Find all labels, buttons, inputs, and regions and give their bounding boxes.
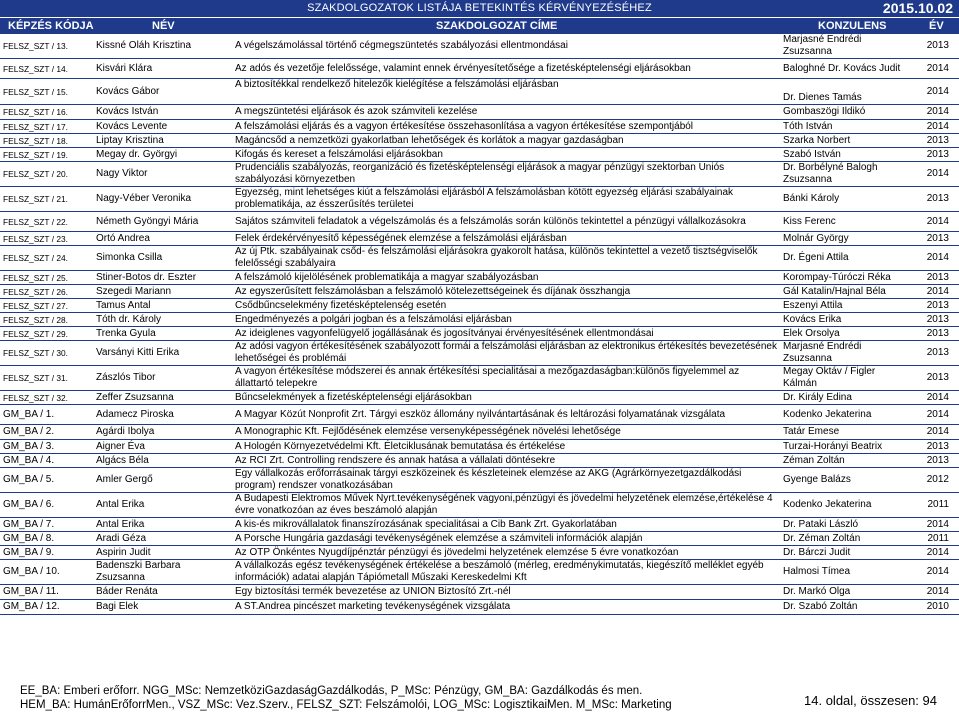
table-row [0, 148, 959, 162]
row-code: GM_BA / 10. [0, 560, 93, 585]
row-year: 2014 [912, 162, 959, 187]
row-advisor: Eszenyi Attila [780, 299, 912, 313]
table-row [0, 454, 959, 468]
row-name: Algács Béla [93, 454, 232, 468]
table-row [0, 546, 959, 560]
row-name: Megay dr. Györgyi [93, 148, 232, 162]
row-code: GM_BA / 8. [0, 532, 93, 546]
row-code: FELSZ_SZT / 22. [0, 212, 93, 232]
row-name: Trenka Gyula [93, 327, 232, 341]
table-row [0, 299, 959, 313]
row-title: Az egyszerűsített felszámolásban a felszámoló kötelezettségeinek és díjának összhangja [232, 285, 780, 299]
row-year: 2014 [912, 518, 959, 532]
row-code: FELSZ_SZT / 19. [0, 148, 93, 162]
row-advisor: Baloghné Dr. Kovács Judit [780, 59, 912, 79]
row-year: 2013 [912, 341, 959, 366]
row-title: Az OTP Önkéntes Nyugdíjpénztár pénzügyi és jövedelmi helyzetének elemzése 5 évre vonatkozóan [232, 546, 780, 560]
row-year: 2014 [912, 246, 959, 271]
row-year: 2013 [912, 187, 959, 212]
row-name: Kovács Levente [93, 120, 232, 134]
row-advisor: Tatár Emese [780, 425, 912, 440]
row-title: Sajátos számviteli feladatok a végelszámolás és a felszámolás során különös tekintettel a pénzügyi vállalkozásokra [232, 212, 780, 232]
legend [20, 684, 672, 712]
row-code: FELSZ_SZT / 28. [0, 313, 93, 327]
row-year: 2012 [912, 468, 959, 493]
row-code: GM_BA / 11. [0, 585, 93, 600]
row-year: 2014 [912, 120, 959, 134]
row-name: Kisvári Klára [93, 59, 232, 79]
row-title: Egy vállalkozás erőforrásainak tárgyi eszközeinek és készleteinek elemzése az AKG (Agrárkörnyezetgazdálkodási program) rendszer vonatkozásában [232, 468, 780, 493]
table-row [0, 313, 959, 327]
row-year: 2014 [912, 425, 959, 440]
table-row [0, 34, 959, 59]
table-row [0, 59, 959, 79]
row-code: FELSZ_SZT / 27. [0, 299, 93, 313]
row-title: Felek érdekérvényesítő képességének elemzése a felszámolási eljárásban [232, 232, 780, 246]
row-advisor: Dr. Markó Olga [780, 585, 912, 600]
row-year: 2013 [912, 148, 959, 162]
row-name: Tamus Antal [93, 299, 232, 313]
row-name: Zászlós Tibor [93, 366, 232, 391]
row-name: Adamecz Piroska [93, 405, 232, 425]
table-row [0, 187, 959, 212]
row-advisor: Kiss Ferenc [780, 212, 912, 232]
table-row [0, 585, 959, 600]
top-banner [0, 0, 959, 17]
table-row [0, 134, 959, 148]
row-name: Aradi Géza [93, 532, 232, 546]
row-title: A felszámolási eljárás és a vagyon értékesítése összehasonlítása a vagyon értékesítése szempontjából [232, 120, 780, 134]
row-name: Zeffer Zsuzsanna [93, 391, 232, 405]
table-row [0, 493, 959, 518]
row-year: 2014 [912, 560, 959, 585]
row-advisor: Zéman Zoltán [780, 454, 912, 468]
row-title: A vagyon értékesítése módszerei és annak értékesítési specialitásai a mezőgazdaságban:különös figyelemmel az állattartó telepekre [232, 366, 780, 391]
row-name: Amler Gergő [93, 468, 232, 493]
row-title: Engedményezés a polgári jogban és a felszámolási eljárásban [232, 313, 780, 327]
row-code: GM_BA / 4. [0, 454, 93, 468]
row-name: Ortó Andrea [93, 232, 232, 246]
row-advisor: Dr. Égeni Attila [780, 246, 912, 271]
row-advisor: Dr. Pataki László [780, 518, 912, 532]
row-title: A Budapesti Elektromos Művek Nyrt.tevékenységének vagyoni,pénzügyi és jövedelmi helyzetének elemzése,értékelése 4 évre vonatkozóan az éves beszámoló alapján [232, 493, 780, 518]
header-title: SZAKDOLGOZAT CÍME [436, 20, 558, 32]
row-title: A Monographic Kft. Fejlődésének elemzése versenyképességének növelési lehetősége [232, 425, 780, 440]
row-name: Kissné Oláh Krisztina [93, 34, 232, 59]
row-year: 2013 [912, 366, 959, 391]
row-year: 2013 [912, 313, 959, 327]
row-advisor: Dr. Borbélyné Balogh Zsuzsanna [780, 162, 912, 187]
row-code: FELSZ_SZT / 25. [0, 271, 93, 285]
row-year: 2013 [912, 454, 959, 468]
table-row [0, 341, 959, 366]
header-code: KÉPZÉS KÓDJA [8, 20, 94, 32]
row-code: GM_BA / 7. [0, 518, 93, 532]
row-advisor: Gyenge Balázs [780, 468, 912, 493]
row-advisor: Molnár György [780, 232, 912, 246]
row-year: 2013 [912, 299, 959, 313]
row-name: Aigner Éva [93, 440, 232, 454]
page-number: 14. oldal, összesen: 94 [804, 693, 937, 708]
row-advisor: Szarka Norbert [780, 134, 912, 148]
row-year: 2014 [912, 546, 959, 560]
header-name: NÉV [152, 20, 175, 32]
legend-line-1: EE_BA: Emberi erőforr. NGG_MSc: NemzetköziGazdaságGazdálkodás, P_MSc: Pénzügy, GM_BA: Gazdálkodás és men. [20, 685, 643, 697]
row-code: FELSZ_SZT / 31. [0, 366, 93, 391]
row-code: GM_BA / 5. [0, 468, 93, 493]
row-name: Antal Erika [93, 518, 232, 532]
row-year: 2014 [912, 212, 959, 232]
row-year: 2011 [912, 532, 959, 546]
row-title: Egy biztosítási termék bevezetése az UNION Biztosító Zrt.-nél [232, 585, 780, 600]
table-row [0, 391, 959, 405]
row-code: GM_BA / 12. [0, 600, 93, 615]
row-year: 2014 [912, 391, 959, 405]
row-code: GM_BA / 9. [0, 546, 93, 560]
row-advisor: Kodenko Jekaterina [780, 493, 912, 518]
row-code: FELSZ_SZT / 13. [0, 34, 93, 59]
row-title: A Hologén Környezetvédelmi Kft. Életciklusának bemutatása és értékelése [232, 440, 780, 454]
table-row [0, 560, 959, 585]
legend-line-2: HEM_BA: HumánErőforrMen., VSZ_MSc: Vez.Szerv., FELSZ_SZT: Felszámolói, LOG_MSc: LogisztikaiMen. M_MSc: Marketing [20, 699, 672, 711]
row-title: Az RCI Zrt. Controlling rendszere és annak hatása a vállalati döntésekre [232, 454, 780, 468]
print-date: 2015.10.02 [882, 0, 953, 16]
table-row [0, 405, 959, 425]
header-year: ÉV [929, 20, 944, 32]
row-name: Tóth dr. Károly [93, 313, 232, 327]
row-year: 2014 [912, 585, 959, 600]
row-advisor: Marjasné Endrédi Zsuzsanna [780, 34, 912, 59]
row-advisor: Dr. Szabó Zoltán [780, 600, 912, 615]
row-name: Németh Gyöngyi Mária [93, 212, 232, 232]
row-code: FELSZ_SZT / 32. [0, 391, 93, 405]
row-advisor: Elek Orsolya [780, 327, 912, 341]
row-advisor: Kodenko Jekaterina [780, 405, 912, 425]
table-row [0, 425, 959, 440]
row-code: FELSZ_SZT / 14. [0, 59, 93, 79]
row-name: Liptay Krisztina [93, 134, 232, 148]
row-title: Kifogás és kereset a felszámolási eljárásokban [232, 148, 780, 162]
row-name: Aspirin Judit [93, 546, 232, 560]
row-advisor: Dr. Zéman Zoltán [780, 532, 912, 546]
row-advisor: Kovács Erika [780, 313, 912, 327]
table-row [0, 532, 959, 546]
row-year: 2014 [912, 285, 959, 299]
row-code: FELSZ_SZT / 24. [0, 246, 93, 271]
row-title: Csődbűncselekmény fizetésképtelenség esetén [232, 299, 780, 313]
row-title: Az adósi vagyon értékesítésének szabályozott formái a felszámolási eljárásban az elektronikus értékesítés bevezetésének lehetőségei és problémái [232, 341, 780, 366]
row-title: A megszüntetési eljárások és azok számviteli kezelése [232, 105, 780, 120]
row-advisor: Bánki Károly [780, 187, 912, 212]
row-advisor: Gombaszögi Ildikó [780, 105, 912, 120]
row-advisor: Marjasné Endrédi Zsuzsanna [780, 341, 912, 366]
row-code: FELSZ_SZT / 16. [0, 105, 93, 120]
row-name: Nagy-Véber Veronika [93, 187, 232, 212]
row-code: FELSZ_SZT / 30. [0, 341, 93, 366]
table-row [0, 79, 959, 105]
row-title: Prudenciális szabályozás, reorganizáció és fizetésképtelenségi eljárások a magyar pénzügyi szektorban Uniós szabályozási környezetben [232, 162, 780, 187]
row-title: A ST.Andrea pincészet marketing tevékenységének vizsgálata [232, 600, 780, 615]
row-title: Az adós és vezetője felelőssége, valamint ennek érvényesítetősége a fizetésképtelenségi eljárásokban [232, 59, 780, 79]
table-row [0, 246, 959, 271]
row-code: FELSZ_SZT / 21. [0, 187, 93, 212]
row-title: Egyezség, mint lehetséges kiút a felszámolási eljárásból A felszámolásban kötött egyezség eljárási szabályainak problematikája, az ésszerűsítés területei [232, 187, 780, 212]
row-year: 2011 [912, 493, 959, 518]
row-advisor: Halmosi Tímea [780, 560, 912, 585]
row-year: 2010 [912, 600, 959, 615]
table-row [0, 600, 959, 615]
row-title: Az ideiglenes vagyonfelügyelő jogállásának és jogosítványai érvényesítésének ellentmondásai [232, 327, 780, 341]
row-name: Kovács Gábor [93, 79, 232, 105]
row-title: A Magyar Közút Nonprofit Zrt. Tárgyi eszköz állomány nyilvántartásának és leltározási folyamatának vizsgálata [232, 405, 780, 425]
row-year: 2014 [912, 59, 959, 79]
row-code: FELSZ_SZT / 20. [0, 162, 93, 187]
row-year: 2013 [912, 271, 959, 285]
page-title: SZAKDOLGOZATOK LISTÁJA BETEKINTÉS KÉRVÉNYEZÉSÉHEZ [307, 2, 652, 14]
row-advisor: Dr. Király Edina [780, 391, 912, 405]
row-title: A biztosítékkal rendelkező hitelezők kielégítése a felszámolási eljárásban [232, 79, 780, 105]
row-title: A felszámoló kijelölésének problematikája a magyar szabályozásban [232, 271, 780, 285]
table-header [0, 18, 959, 34]
row-code: FELSZ_SZT / 15. [0, 79, 93, 105]
row-name: Kovács István [93, 105, 232, 120]
table-row [0, 271, 959, 285]
row-name: Bagi Elek [93, 600, 232, 615]
row-advisor: Dr. Dienes Tamás [780, 79, 912, 105]
row-advisor: Tóth István [780, 120, 912, 134]
table-row [0, 285, 959, 299]
row-code: GM_BA / 2. [0, 425, 93, 440]
header-advisor: KONZULENS [818, 20, 887, 32]
table-row [0, 232, 959, 246]
row-advisor: Gál Katalin/Hajnal Béla [780, 285, 912, 299]
row-title: Az új Ptk. szabályainak csőd- és felszámolási eljárásokra gyakorolt hatása, különös tekintettel a vezető tisztségviselők felelősségi szabályaira [232, 246, 780, 271]
row-year: 2013 [912, 34, 959, 59]
row-title: A kis-és mikrovállalatok finanszírozásának specialitásai a Cib Bank Zrt. Gyakorlatában [232, 518, 780, 532]
row-title: Magáncsőd a nemzetközi gyakorlatban lehetőségek és korlátok a magyar gazdaságban [232, 134, 780, 148]
table-row [0, 518, 959, 532]
row-advisor: Megay Oktáv / Figler Kálmán [780, 366, 912, 391]
row-advisor: Dr. Bárczi Judit [780, 546, 912, 560]
row-advisor: Turzai-Horányi Beatrix [780, 440, 912, 454]
row-advisor: Korompay-Túróczi Réka [780, 271, 912, 285]
row-code: GM_BA / 6. [0, 493, 93, 518]
thesis-table [0, 34, 959, 615]
row-code: FELSZ_SZT / 23. [0, 232, 93, 246]
row-name: Nagy Viktor [93, 162, 232, 187]
row-title: A vállalkozás egész tevékenységének értékelése a beszámoló (mérleg, eredménykimutatás, kiegészítő melléklet egyéb információk) adatai alapján Tápiómetall Műszaki Kereskedelmi Kft [232, 560, 780, 585]
row-year: 2013 [912, 232, 959, 246]
row-name: Stiner-Botos dr. Eszter [93, 271, 232, 285]
row-code: FELSZ_SZT / 17. [0, 120, 93, 134]
row-name: Antal Erika [93, 493, 232, 518]
table-row [0, 366, 959, 391]
table-row [0, 440, 959, 454]
row-code: FELSZ_SZT / 18. [0, 134, 93, 148]
row-year: 2013 [912, 440, 959, 454]
row-year: 2014 [912, 79, 959, 105]
table-row [0, 120, 959, 134]
table-row [0, 105, 959, 120]
row-code: GM_BA / 3. [0, 440, 93, 454]
row-title: Bűncselekmények a fizetésképtelenségi eljárásokban [232, 391, 780, 405]
row-name: Varsányi Kitti Erika [93, 341, 232, 366]
row-title: A Porsche Hungária gazdasági tevékenységének elemzése a számviteli információk alapján [232, 532, 780, 546]
row-code: GM_BA / 1. [0, 405, 93, 425]
table-row [0, 468, 959, 493]
row-code: FELSZ_SZT / 26. [0, 285, 93, 299]
row-name: Báder Renáta [93, 585, 232, 600]
row-title: A végelszámolással történő cégmegszüntetés szabályozási ellentmondásai [232, 34, 780, 59]
row-name: Szegedi Mariann [93, 285, 232, 299]
row-year: 2013 [912, 327, 959, 341]
row-name: Agárdi Ibolya [93, 425, 232, 440]
table-row [0, 327, 959, 341]
table-row [0, 212, 959, 232]
row-code: FELSZ_SZT / 29. [0, 327, 93, 341]
row-name: Badenszki Barbara Zsuzsanna [93, 560, 232, 585]
row-name: Simonka Csilla [93, 246, 232, 271]
row-year: 2014 [912, 105, 959, 120]
row-year: 2014 [912, 405, 959, 425]
row-year: 2013 [912, 134, 959, 148]
table-row [0, 162, 959, 187]
row-advisor: Szabó István [780, 148, 912, 162]
